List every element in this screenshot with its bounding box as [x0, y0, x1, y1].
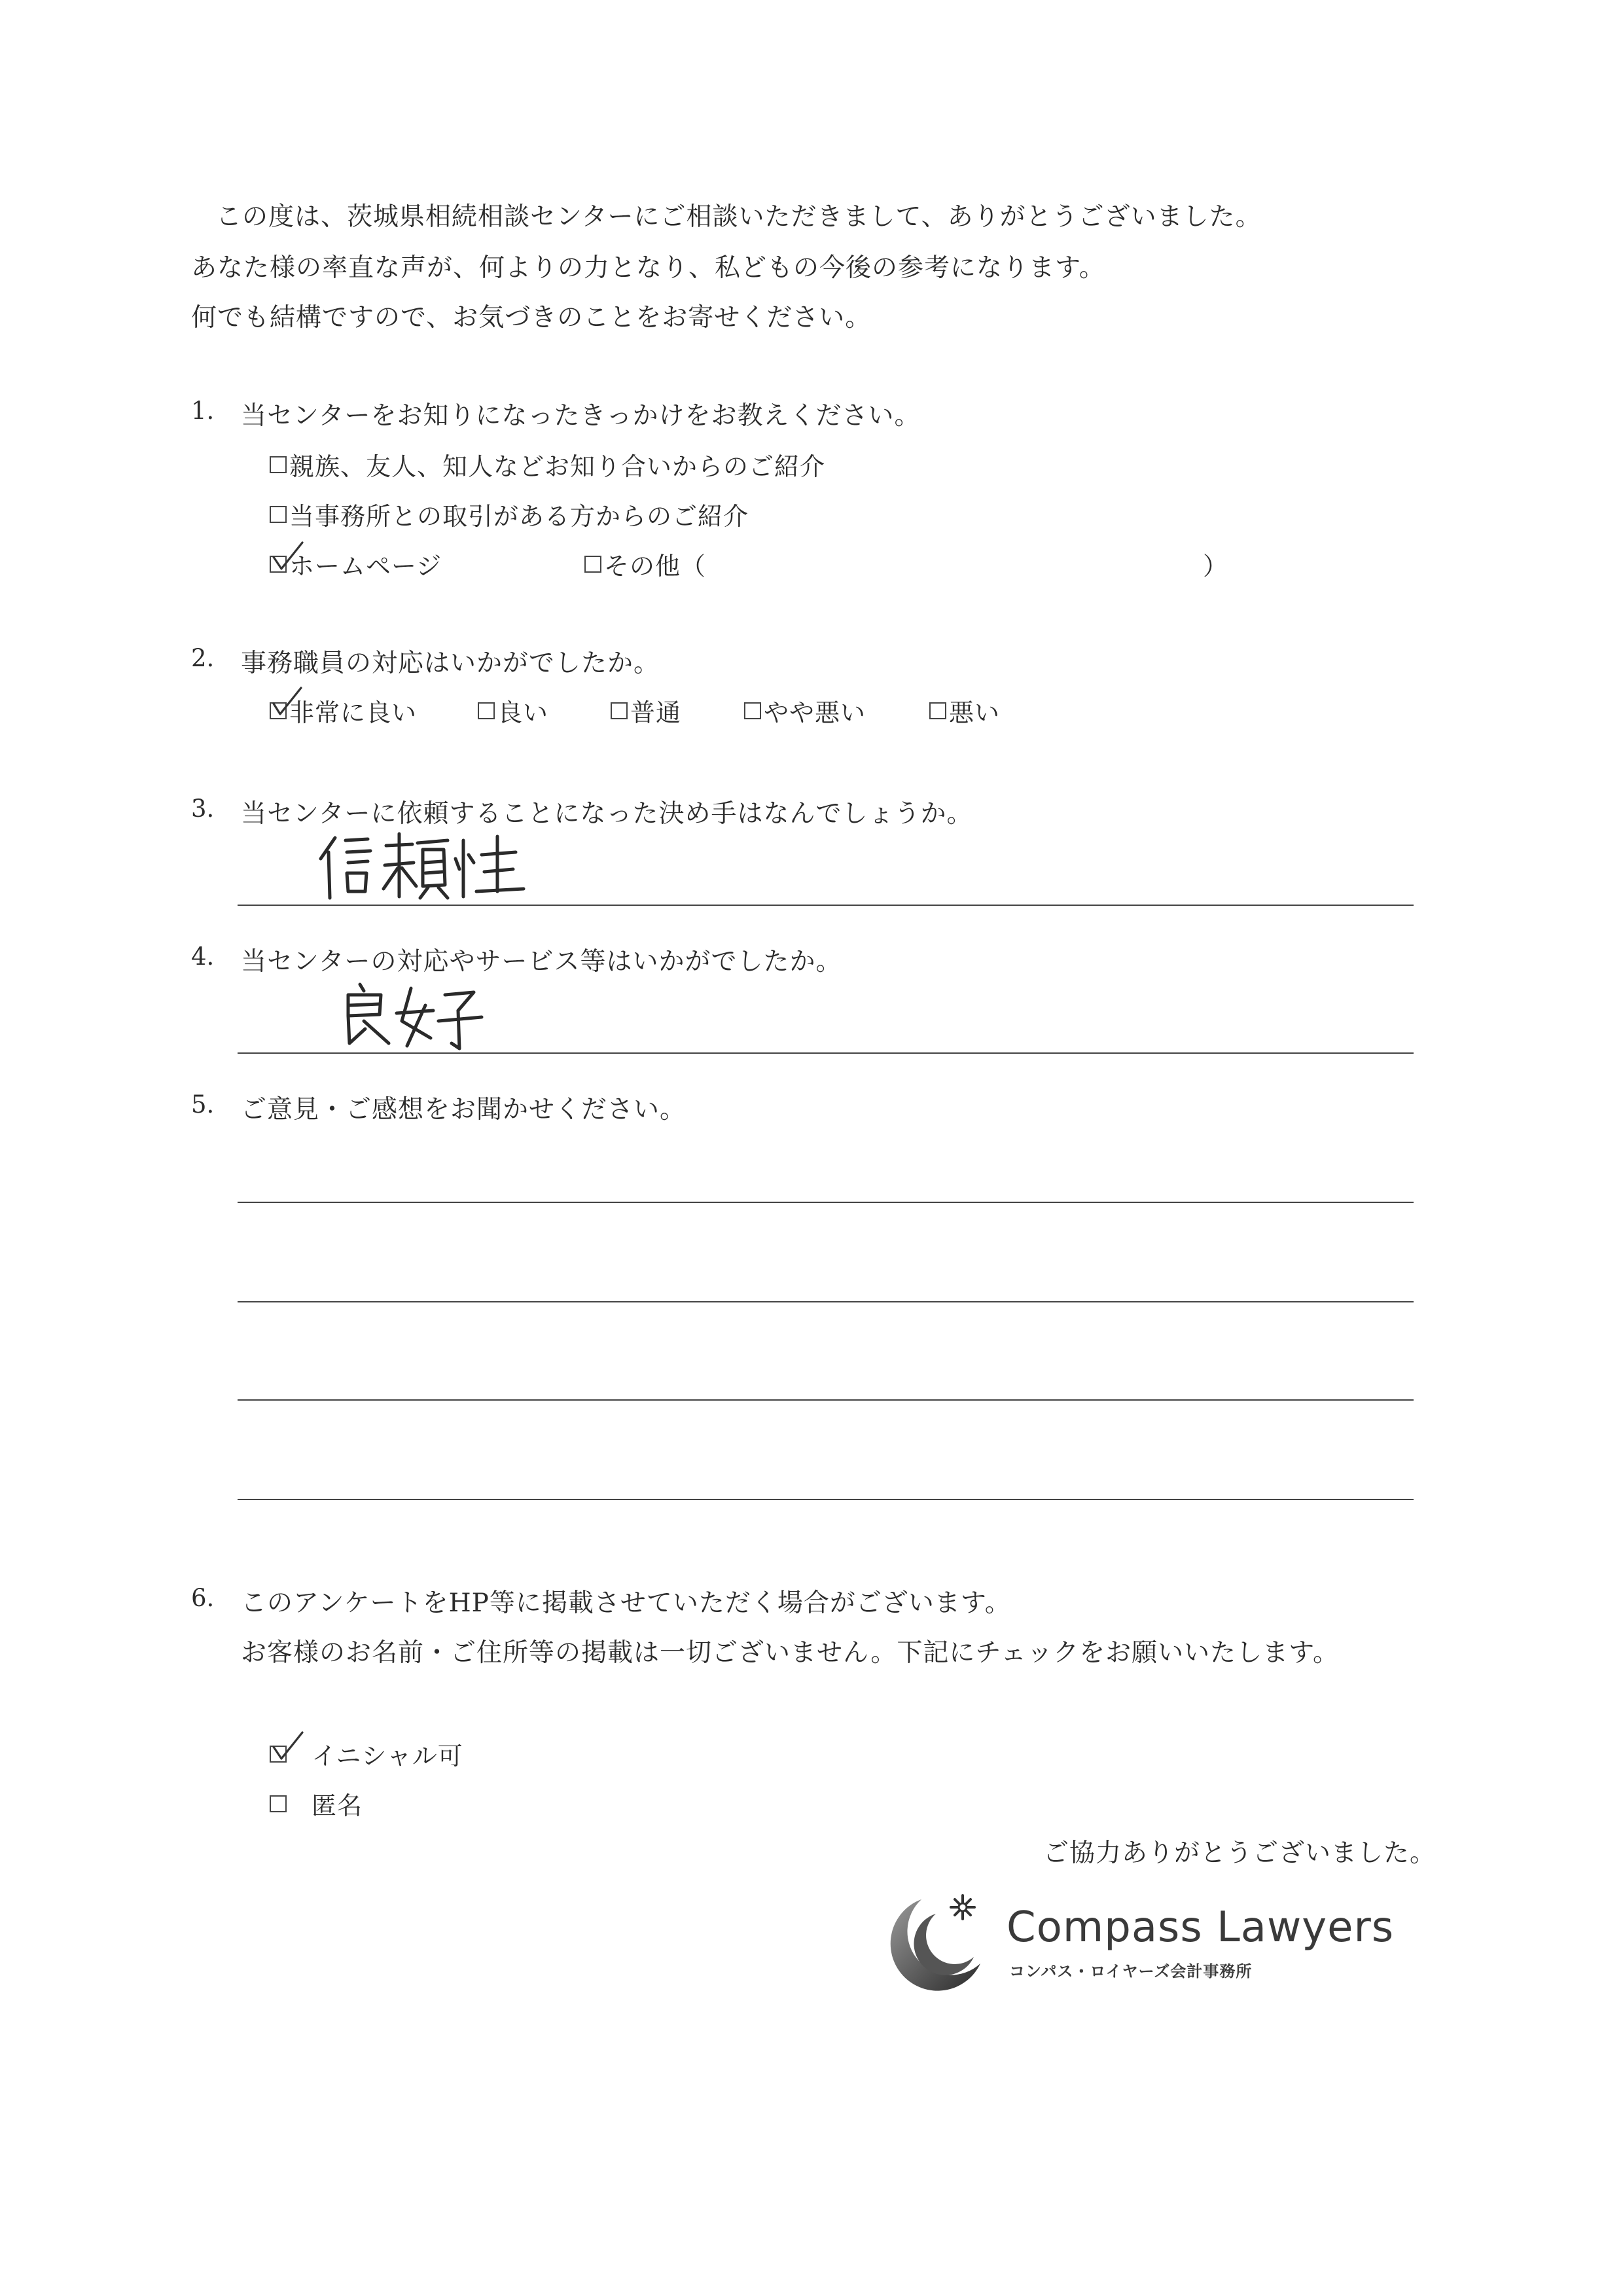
intro-line-3: 何でも結構ですので、お気づきのことをお寄せください。 [191, 303, 872, 332]
q2-option-average[interactable] [611, 692, 681, 728]
question-6-text-2: お客様のお名前・ご住所等の掲載は一切ございません。下記にチェックをお願いいたします。 [241, 1638, 1340, 1668]
q1-option-other[interactable] [584, 546, 706, 582]
checkbox[interactable] [270, 456, 287, 473]
question-6-text-1: このアンケートをHP等に掲載させていただく場合がございます。 [241, 1588, 1011, 1618]
q1-other-close-paren: ） [1203, 552, 1229, 581]
checkmark-icon [270, 1730, 312, 1764]
answer-line-q5-4 [238, 1499, 1414, 1500]
q2-option-good[interactable] [478, 692, 548, 728]
checkbox-checked[interactable] [270, 702, 287, 719]
q2-option-bad[interactable] [929, 692, 1000, 728]
checkmark-icon [270, 687, 312, 721]
checkbox[interactable] [611, 702, 628, 719]
question-4-text: 当センターの対応やサービス等はいかがでしたか。 [241, 947, 842, 977]
answer-line-q4 [238, 1052, 1414, 1054]
company-logo [876, 1885, 1399, 2016]
question-4-number: 4. [191, 942, 215, 971]
q2-option-somewhat-bad[interactable] [744, 692, 866, 728]
q1-option-referral-client[interactable] [270, 496, 749, 532]
checkbox-checked[interactable] [270, 556, 287, 573]
option-label: 良い [497, 698, 549, 727]
question-3-text: 当センターに依頼することになった決め手はなんでしょうか。 [241, 799, 973, 829]
question-5-text: ご意見・ご感想をお聞かせください。 [241, 1095, 687, 1124]
checkbox[interactable] [584, 556, 601, 573]
q6-option-anonymous[interactable] [270, 1785, 363, 1821]
question-5-number: 5. [191, 1090, 215, 1119]
option-label: ホームページ [289, 552, 442, 581]
closing-text: ご協力ありがとうございました。 [1043, 1839, 1436, 1868]
q1-option-referral-acquaintance[interactable] [270, 446, 825, 482]
checkmark-icon [270, 540, 312, 574]
option-label: 悪い [949, 698, 1001, 727]
question-1-text: 当センターをお知りになったきっかけをお教えください。 [241, 401, 921, 431]
question-3-number: 3. [191, 795, 215, 823]
q6-option-initials-ok[interactable] [270, 1736, 463, 1772]
option-label: 普通 [630, 698, 682, 727]
checkbox[interactable] [478, 702, 495, 719]
question-1-number: 1. [191, 397, 215, 425]
answer-line-q5-2 [238, 1301, 1414, 1302]
q1-option-homepage[interactable] [270, 546, 442, 582]
answer-line-q5-3 [238, 1399, 1414, 1401]
checkbox-checked[interactable] [270, 1746, 287, 1763]
question-6-number: 6. [191, 1584, 215, 1612]
answer-line-q3 [238, 905, 1414, 906]
logo-name: Compass Lawyers [1007, 1903, 1395, 1952]
q2-option-very-good[interactable] [270, 692, 417, 728]
handwritten-answer-q3 [308, 826, 556, 905]
option-label: その他（ [604, 552, 707, 581]
answer-line-q5-1 [238, 1202, 1414, 1203]
option-label: 親族、友人、知人などお知り合いからのご紹介 [289, 452, 826, 481]
option-label: イニシャル可 [312, 1742, 463, 1770]
intro-line-2: あなた様の率直な声が、何よりの力となり、私どもの今後の参考になります。 [191, 253, 1105, 283]
question-2-number: 2. [191, 644, 215, 672]
intro-line-1: この度は、茨城県相続相談センターにご相談いただきまして、ありがとうございました。 [216, 202, 1262, 232]
option-label: 非常に良い [289, 698, 418, 727]
handwritten-answer-q4 [334, 975, 504, 1054]
option-label: やや悪い [764, 698, 866, 727]
checkbox[interactable] [744, 702, 761, 719]
crescent-moon-star-icon [876, 1885, 993, 2003]
option-label: 当事務所との取引がある方からのご紹介 [289, 502, 749, 531]
question-2-text: 事務職員の対応はいかがでしたか。 [241, 649, 660, 678]
option-label: 匿名 [312, 1791, 363, 1820]
checkbox[interactable] [270, 1795, 287, 1812]
checkbox[interactable] [929, 702, 946, 719]
logo-subtitle: コンパス・ロイヤーズ会計事務所 [1009, 1962, 1253, 1981]
checkbox[interactable] [270, 506, 287, 523]
